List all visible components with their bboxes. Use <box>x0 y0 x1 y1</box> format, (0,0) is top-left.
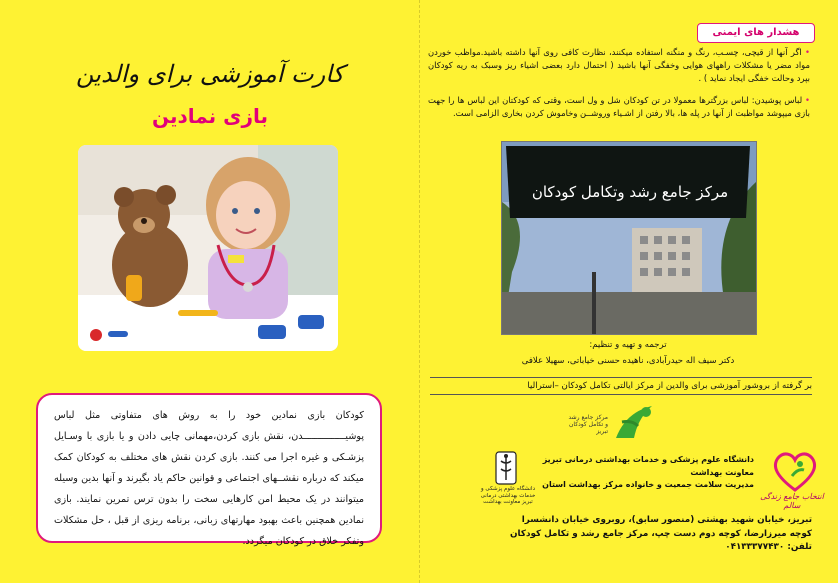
bullet-icon: • <box>802 95 811 105</box>
warning-item-text: لباس پوشیدن: لباس بزرگترها معمولا در تن کودکان شل و ول است، وقتی که کودکتان این لباس ها را جهت بازی میپوشد مواظبت از آنها در پله ها، بالا رفتن از اشـیاء وروشــن وخاموش کردن بخاری الزامی است. <box>428 95 810 118</box>
healthy-life-heart-icon <box>770 446 820 496</box>
card-subtitle: بازی نمادین <box>151 104 269 128</box>
safety-warning-text <box>428 46 810 129</box>
phone-number: تلفن: ۰۴۱۳۳۳۷۷۴۳۰ <box>725 542 812 552</box>
girl-doctor-photo <box>78 145 338 351</box>
warning-item <box>428 46 810 85</box>
health-deputy: معاونت بهداشت <box>690 467 754 477</box>
bullet-icon: • <box>801 47 810 57</box>
credits-names: دکتر سیف اله حیدرآبادی، ناهیده حسنی خیاباتی، سهیلا علافی <box>521 356 735 366</box>
symbolic-play-description: کودکان بازی نمادین خود را به روش های متفاوتی مثل لباس پوشیـــــــــــــــدن، نقش بازی کردن،مهمانی چایی دادن و یا بازی با وسـایل پزشـکی و غیره اجرا می کنند. بازی کردن نقش های مختلف به کودکان کمک میکند که درباره نقشــهای اجتماعی و قوانین حاکم یاد بگیرند و آنها بدین وسیله میتوانند در یک محیط امن کارهایی سخت را بدون ترس تمرین نمایند. بازی نمادین همچنین باعث بهبود مهارتهای زبانی، برنامه ریزی از قبل ، حل مشکلات وتفکر خلاق در کودکان میگردد. <box>36 393 382 543</box>
warning-item-text: اگر آنها از قیچی، چسـب، رنگ و منگنه استفاده میکنند، نظارت کافی روی آنها داشته باشید.مواظب خوردن مواد مضر یا مشکلات راههای هوایی وخفگی آنها باشید ( احتمال دارد بعضی اشیاء ریز وسبک به ریه کودکان بپرد وحالت خفگی ایجاد نماید ) . <box>428 47 810 83</box>
growth-center-logo-icon <box>612 402 658 442</box>
center-fold-line <box>419 0 420 583</box>
card-title: کارت آموزشی برای والدین <box>76 60 344 88</box>
warning-item <box>428 94 810 120</box>
healthy-life-caption: انتخاب جامع زندگی سالم <box>760 492 824 510</box>
contact-address <box>430 514 812 555</box>
university-info <box>540 454 754 492</box>
growth-center-logo-text: مرکز جامع رشد و تکامل کودکان تبریز <box>568 414 608 435</box>
university-emblem-icon <box>495 451 517 485</box>
credits-heading: ترجمه و تهیه و تنظیم: <box>589 340 667 350</box>
address-line: کوچه میرزارضا، کوچه دوم دست چپ، مرکز جامع رشد و تکامل کودکان <box>510 528 812 539</box>
safety-warning-title: هشدار های ایمنی <box>697 23 815 43</box>
university-name: دانشگاه علوم پزشکی و خدمات بهداشتی درمانی تبریز <box>542 455 754 464</box>
center-building-photo <box>501 141 757 335</box>
university-emblem-caption: دانشگاه علوم پزشکی و خدمات بهداشتی درمانی تبریز معاونت بهداشت <box>480 486 536 505</box>
sign-text: مرکز جامع رشد وتکامل کودکان <box>531 183 729 201</box>
health-management: مدیریت سلامت جمعیت و خانواده مرکز بهداشت استان <box>542 480 754 489</box>
address-line: تبریز، خیابان شهید بهشتی (منصور سابق)، روبروی خیابان دانشسرا <box>521 515 812 525</box>
source-note: بر گرفته از بروشور آموزشی برای والدین از مرکز ایالتی تکامل کودکان –استرالیا <box>430 377 812 395</box>
